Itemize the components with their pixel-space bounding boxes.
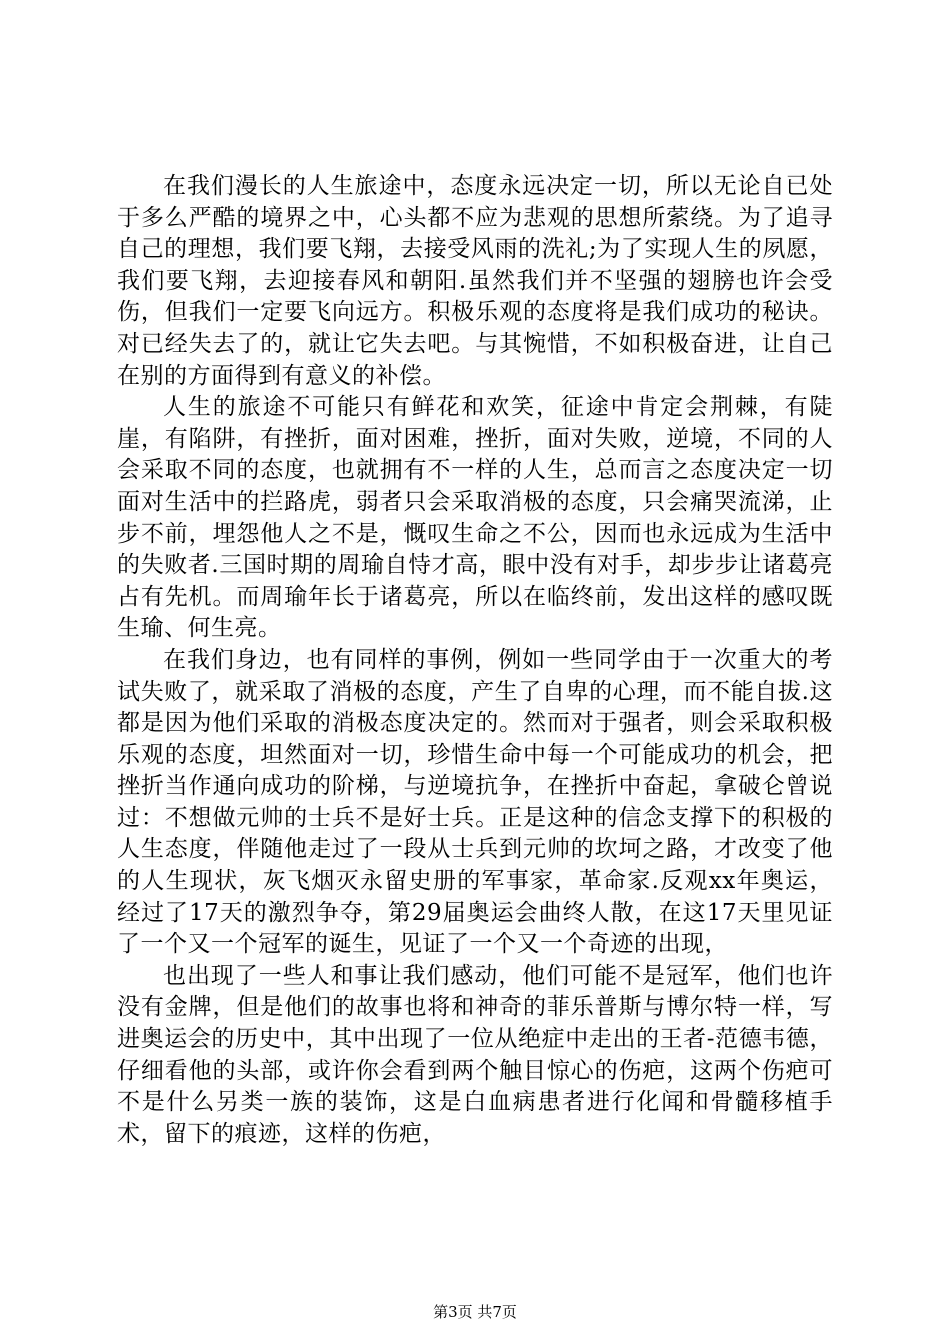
- paragraph-3: 在我们身边，也有同样的事例，例如一些同学由于一次重大的考试失败了，就采取了消极的态度，产生了自卑的心理，而不能自拔.这都是因为他们采取的消极态度决定的。然而对于强者，则会采取积极乐观的态度，坦然面对一切，珍惜生命中每一个可能成功的机会，把挫折当作通向成功的阶梯，与逆境抗争，在挫折中奋起，拿破仑曾说过：不想做元帅的士兵不是好士兵。正是这种的信念支撑下的积极的人生态度，伴随他走过了一段从士兵到元帅的坎坷之路，才改变了他的人生现状，灰飞烟灭永留史册的军事家，革命家.反观xx年奥运，经过了17天的激烈争夺，第29届奥运会曲终人散，在这17天里见证了一个又一个冠军的诞生，见证了一个又一个奇迹的出现，: [117, 646, 833, 958]
- paragraph-4: 也出现了一些人和事让我们感动，他们可能不是冠军，他们也许没有金牌，但是他们的故事也将和神奇的菲乐普斯与博尔特一样，写进奥运会的历史中，其中出现了一位从绝症中走出的王者-范德韦德，仔细看他的头部，或许你会看到两个触目惊心的伤疤，这两个伤疤可不是什么另类一族的装饰，这是白血病患者进行化闻和骨髓移植手术，留下的痕迹，这样的伤疤，: [117, 962, 833, 1147]
- paragraph-2: 人生的旅途不可能只有鲜花和欢笑，征途中肯定会荆棘，有陡崖，有陷阱，有挫折，面对困难，挫折，面对失败，逆境，不同的人会采取不同的态度，也就拥有不一样的人生，总而言之态度决定一切面对生活中的拦路虎，弱者只会采取消极的态度，只会痛哭流涕，止步不前，埋怨他人之不是，慨叹生命之不公，因而也永远成为生活中的失败者.三国时期的周瑜自恃才高，眼中没有对手，却步步让诸葛亮占有先机。而周瑜年长于诸葛亮，所以在临终前，发出这样的感叹既生瑜、何生亮。: [117, 394, 833, 642]
- paragraph-1: 在我们漫长的人生旅途中，态度永远决定一切，所以无论自已处于多么严酷的境界之中，心头都不应为悲观的思想所萦绕。为了追寻自己的理想，我们要飞翔，去接受风雨的洗礼;为了实现人生的夙愿，我们要飞翔，去迎接春风和朝阳.虽然我们并不坚强的翅膀也许会受伤，但我们一定要飞向远方。积极乐观的态度将是我们成功的秘诀。对已经失去了的，就让它失去吧。与其惋惜，不如积极奋进，让自己在别的方面得到有意义的补偿。: [117, 173, 833, 389]
- page-number-footer: 第3页 共7页: [433, 1303, 517, 1321]
- document-body: [117, 171, 833, 1150]
